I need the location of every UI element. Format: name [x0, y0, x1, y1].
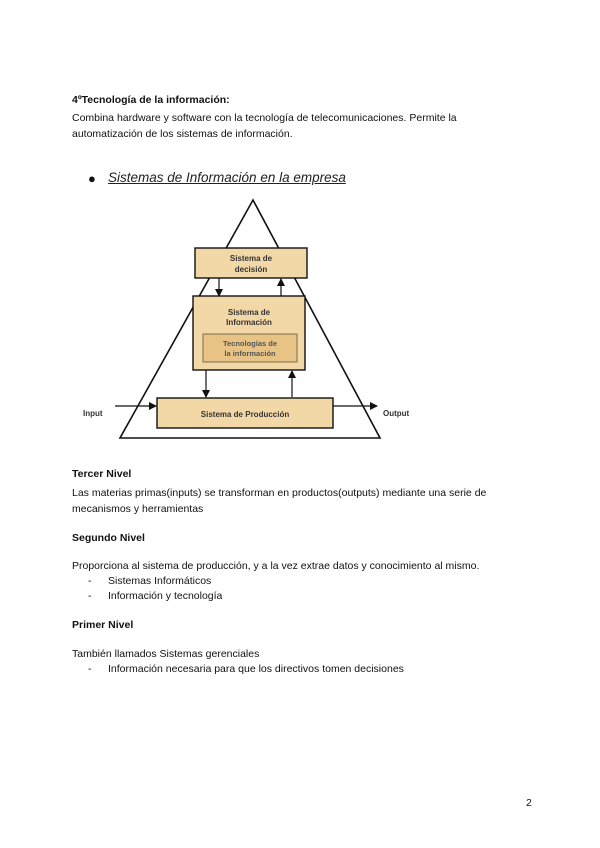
- information-systems-pyramid-diagram: [75, 190, 435, 450]
- diagram-section-link[interactable]: Sistemas de Información en la empresa: [108, 170, 346, 185]
- list-item: [88, 589, 222, 604]
- list-item-label: Información necesaria para que los directivos tomen decisiones: [108, 663, 404, 675]
- dash-marker: -: [88, 575, 92, 587]
- production-box-label: Sistema de Producción: [200, 410, 290, 419]
- page-number: 2: [526, 797, 532, 809]
- segundo-nivel-text: Proporciona al sistema de producción, y a la vez extrae datos y conocimiento al mismo.: [72, 560, 480, 572]
- tercer-nivel-title: Tercer Nivel: [72, 468, 132, 480]
- list-item-label: Información y tecnología: [108, 590, 223, 602]
- segundo-nivel-title: Segundo Nivel: [72, 532, 145, 544]
- primer-nivel-text: También llamados Sistemas gerenciales: [72, 648, 260, 660]
- list-item: [88, 574, 211, 589]
- section-4-text-line-2: automatización de los sistemas de información.: [72, 128, 293, 140]
- tech-box-label-2: la información: [224, 349, 276, 358]
- bullet-dot-icon: ●: [88, 171, 96, 186]
- dash-marker: -: [88, 590, 92, 602]
- section-4-title: 4ºTecnología de la información:: [72, 94, 230, 106]
- decision-box-label-1: Sistema de: [229, 254, 273, 263]
- decision-box-label-2: decisión: [234, 265, 268, 274]
- info-box-label-2: Información: [226, 318, 272, 327]
- info-box-label-1: Sistema de: [227, 308, 271, 317]
- list-item-label: Sistemas Informáticos: [108, 575, 212, 587]
- primer-nivel-title: Primer Nivel: [72, 619, 134, 631]
- list-item: [88, 662, 404, 677]
- tercer-nivel-text-line-1: Las materias primas(inputs) se transforman en productos(outputs) mediante una serie de: [72, 487, 487, 499]
- dash-marker: -: [88, 663, 92, 675]
- section-4-text-line-1: Combina hardware y software con la tecnología de telecomunicaciones. Permite la: [72, 112, 457, 124]
- input-label: Input: [83, 409, 103, 418]
- tech-box-label-1: Tecnologías de: [222, 339, 278, 348]
- tercer-nivel-text-line-2: mecanismos y herramientas: [72, 503, 204, 515]
- output-label: Output: [383, 409, 410, 418]
